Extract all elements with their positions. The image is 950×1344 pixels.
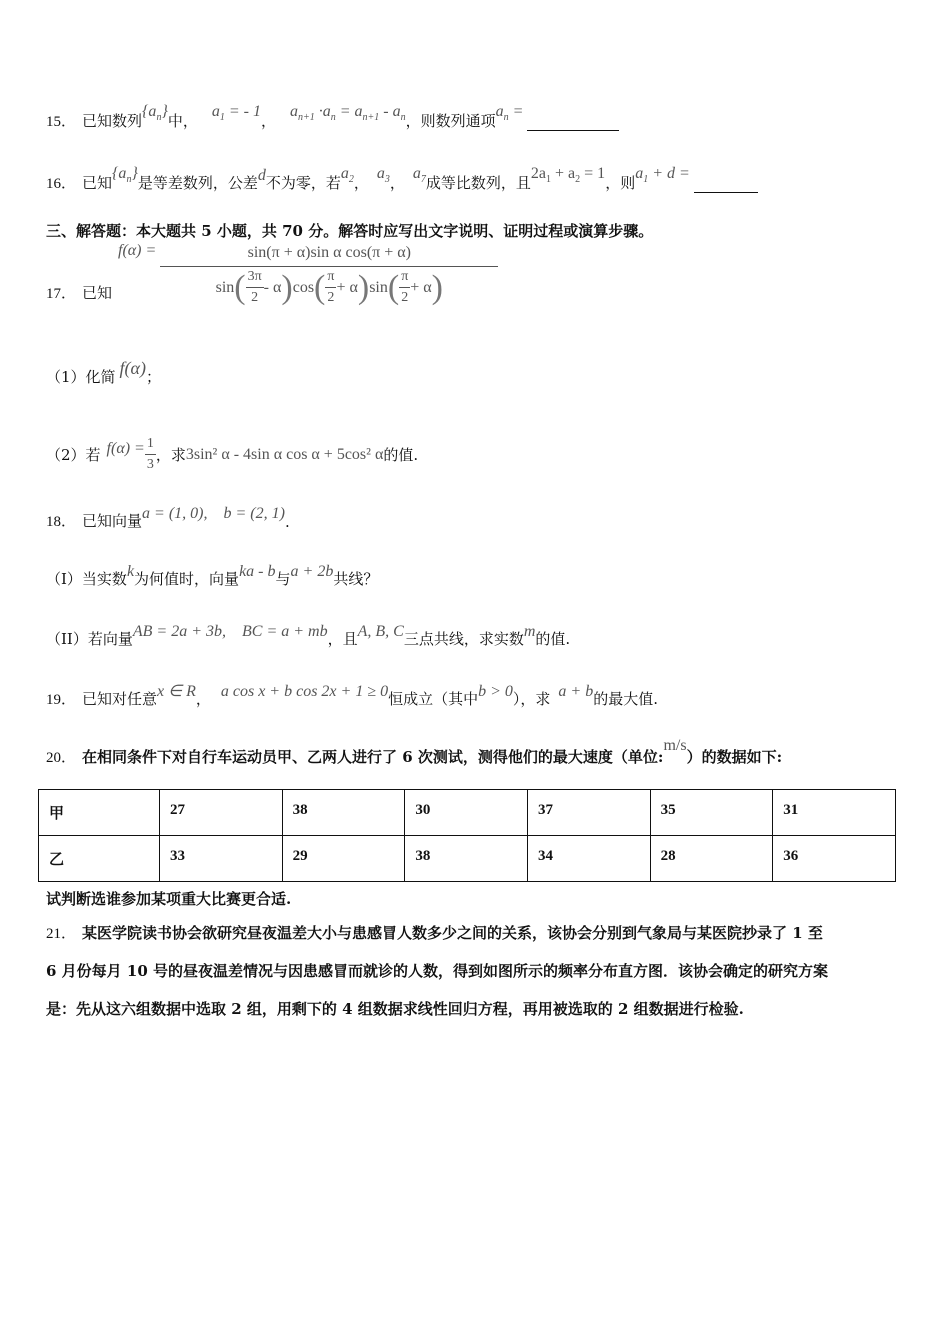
math-m: m <box>523 623 536 640</box>
question-17-part-2 <box>46 436 418 473</box>
text: ，且 <box>327 630 358 648</box>
table-cell: 28 <box>650 836 773 882</box>
math-f-equals: f(α) = <box>106 439 145 457</box>
text: 在相同条件下对自行车运动员甲、乙两人进行了 6 次测试，测得他们的最大速度（单位: <box>82 748 664 766</box>
text: ， <box>389 174 405 192</box>
math-fraction: $\frac{1}{3}$ <box>146 436 154 472</box>
text: 的值. <box>383 446 419 464</box>
text: 已知 <box>82 174 113 192</box>
question-number: 16． <box>46 176 77 192</box>
question-number: 15． <box>46 114 77 130</box>
text: ， <box>353 174 369 192</box>
question-17 <box>46 282 112 303</box>
table-cell: 38 <box>282 790 405 836</box>
math-f: f(α) <box>119 358 146 378</box>
text: （1）化简 <box>46 368 116 386</box>
math-a2: $a_2$ <box>340 164 354 185</box>
question-number: 18． <box>46 514 77 530</box>
table-cell: 29 <box>282 836 405 882</box>
answer-blank[interactable] <box>694 191 758 193</box>
math-k: k <box>126 563 135 580</box>
table-cell: 37 <box>527 790 650 836</box>
text: ），求 <box>512 690 551 708</box>
question-20 <box>46 737 783 767</box>
speed-table <box>38 789 896 882</box>
text: 的最大值. <box>593 690 658 708</box>
question-20-prompt: 试判断选谁参加某项重大比赛更合适. <box>46 890 292 908</box>
question-16 <box>46 164 758 193</box>
question-17-part-1 <box>46 358 161 387</box>
formula-f-alpha <box>118 244 498 306</box>
math-an: $a_n$ = <box>495 102 524 123</box>
table-cell: 38 <box>405 836 528 882</box>
text: ， <box>195 690 211 708</box>
math-vectors: a = (1, 0), b = (2, 1) <box>142 505 285 522</box>
table-cell: 35 <box>650 790 773 836</box>
question-15 <box>46 102 619 131</box>
text: ，则 <box>605 174 636 192</box>
math-sequence: $\{a_n\}$ <box>142 102 168 123</box>
text: （II）若向量 <box>46 630 133 648</box>
question-21-line-3: 是：先从这六组数据中选取 2 组，用剩下的 4 组数据求线性回归方程，再用被选取的 2 组数据进行检验. <box>46 1000 744 1018</box>
question-18-part-2 <box>46 623 571 649</box>
table-cell: 30 <box>405 790 528 836</box>
text: 已知对任意 <box>82 690 158 708</box>
math-unit: m/s <box>663 737 687 754</box>
math-a3: $a_3$ <box>376 164 390 185</box>
formula-lhs: f(α) = <box>118 242 157 259</box>
table-row <box>39 836 896 882</box>
text: 是等差数列，公差 <box>137 174 258 192</box>
math-recurrence: $a_{n+1} \cdot a_n = a_{n+1} - a_n$ <box>290 102 406 123</box>
math-vector-expr: a + 2b <box>290 563 334 580</box>
text: 中， <box>167 112 198 130</box>
question-number: 19． <box>46 692 77 708</box>
math-target: a + b <box>558 683 594 700</box>
math-condition: b > 0 <box>478 683 513 700</box>
question-21 <box>46 922 823 943</box>
math-points: A, B, C <box>357 623 404 640</box>
math-inequality: a cos x + b cos 2x + 1 ≥ 0 <box>220 683 389 700</box>
math-a7: $a_7$ <box>412 164 426 185</box>
math-vector-expr: ka - b <box>239 563 276 580</box>
text: ，则数列通项 <box>405 112 496 130</box>
text: （2）若 <box>46 446 101 464</box>
text: 已知数列 <box>82 112 143 130</box>
question-18-part-1 <box>46 563 379 589</box>
question-21-line-2: 6 月份每月 10 号的昼夜温差情况与因患感冒而就诊的人数，得到如图所示的频率分布直方图．该协会确定的研究方案 <box>46 962 828 980</box>
math-domain: x ∈ R <box>157 683 196 700</box>
question-number: 20． <box>46 750 77 766</box>
table-cell: 31 <box>773 790 896 836</box>
math-condition: $2a_1 + a_2 = 1$ <box>530 164 606 185</box>
math-d: d <box>257 167 266 184</box>
text: 的值. <box>535 630 571 648</box>
text: 恒成立（其中 <box>388 690 479 708</box>
text: ）的数据如下: <box>686 748 783 766</box>
text: 已知向量 <box>82 512 143 530</box>
table-row <box>39 790 896 836</box>
text: 与 <box>275 570 291 588</box>
text: 某医学院读书协会欲研究昼夜温差大小与患感冒人数多少之间的关系，该协会分别到气象局与某医院抄录了 1 至 <box>82 924 823 942</box>
row-label: 甲 <box>39 790 160 836</box>
text: 为何值时，向量 <box>134 570 240 588</box>
denominator: sin ( $\frac{3\pi}{2}$ - α ) cos ( $\frac{\pi}{2}$ + α ) sin ( $\frac{\pi}{2}$ + α ) <box>215 268 443 306</box>
table-cell: 34 <box>527 836 650 882</box>
text: ； <box>145 368 161 386</box>
question-19 <box>46 683 658 709</box>
math-vectors: AB = 2a + 3b, BC = a + mb <box>132 623 328 640</box>
text: ，求 <box>155 446 186 464</box>
question-18 <box>46 505 290 531</box>
text: （I）当实数 <box>46 570 127 588</box>
math-expression: 3sin² α - 4sin α cos α + 5cos² α <box>185 445 384 463</box>
math-answer-expr: $a_1 + d$ = <box>635 164 690 185</box>
question-number: 17． <box>46 286 77 302</box>
question-number: 21． <box>46 926 77 942</box>
text: . <box>284 513 290 531</box>
text: ， <box>260 112 276 130</box>
math-a1: $a_1$ = - 1 <box>211 102 261 123</box>
answer-blank[interactable] <box>527 129 619 131</box>
text: 成等比数列，且 <box>425 174 531 192</box>
text: 已知 <box>82 284 113 302</box>
table-cell: 27 <box>160 790 283 836</box>
math-sequence: $\{a_n\}$ <box>112 164 138 185</box>
text: 不为零，若 <box>265 174 341 192</box>
table-cell: 36 <box>773 836 896 882</box>
text: 共线？ <box>333 570 379 588</box>
formula-fraction <box>160 244 498 306</box>
section-heading: 三、解答题：本大题共 5 小题，共 70 分。解答时应写出文字说明、证明过程或演算步骤。 <box>46 222 654 240</box>
table-cell: 33 <box>160 836 283 882</box>
numerator: sin(π + α)sin α cos(π + α) <box>160 244 498 267</box>
row-label: 乙 <box>39 836 160 882</box>
text: 三点共线，求实数 <box>403 630 524 648</box>
